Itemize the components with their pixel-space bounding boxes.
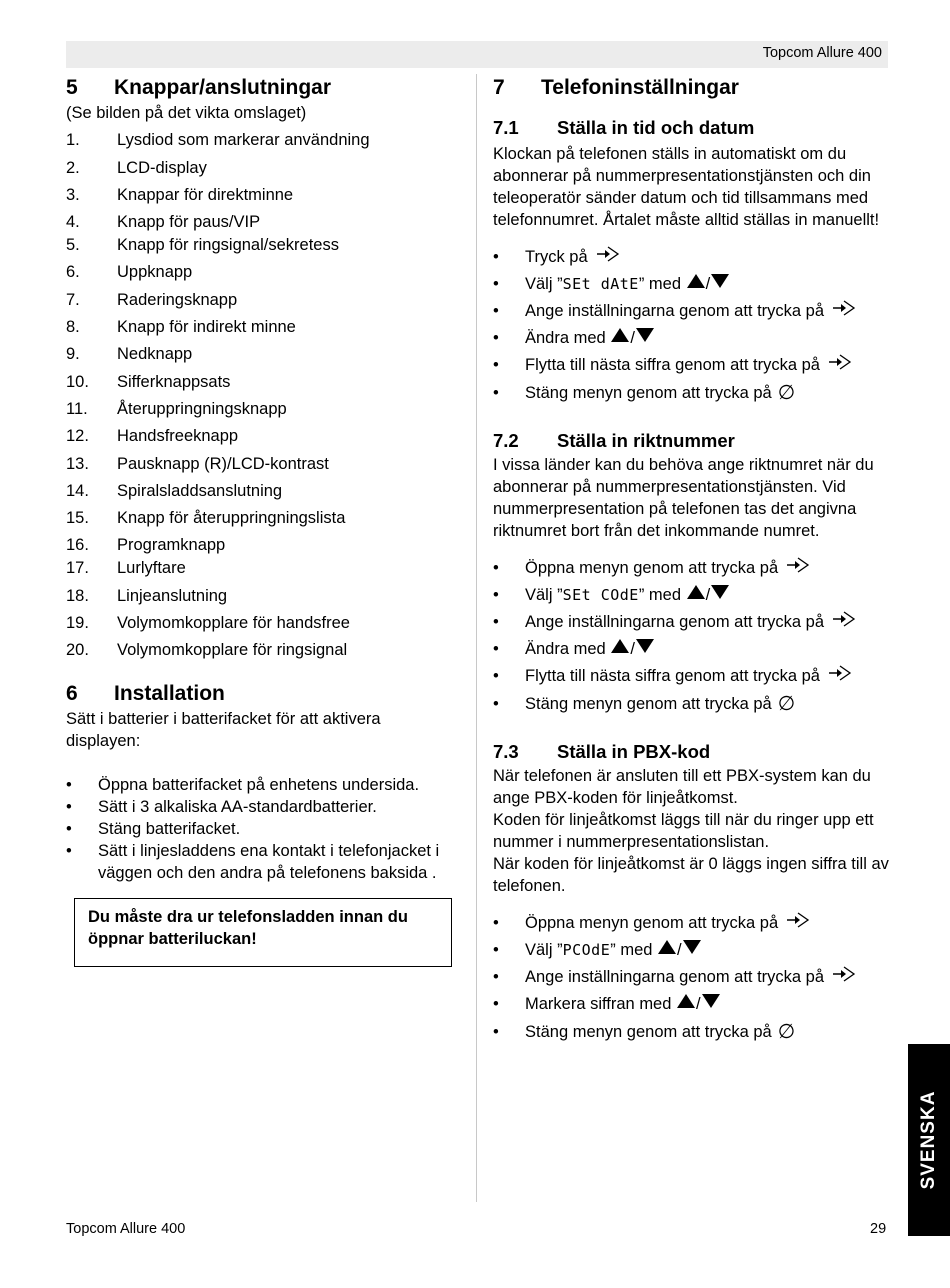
item-number: 7. (66, 290, 80, 309)
ok-arrow-icon (786, 911, 810, 935)
item-label: LCD-display (117, 158, 207, 177)
list-item: • Stäng menyn genom att trycka på ∅ (493, 381, 796, 404)
up-triangle-icon (610, 327, 630, 349)
list-item (66, 420, 466, 447)
list-item (66, 233, 466, 256)
item-number: 4. (66, 213, 80, 232)
item-label: Lysdiod som markerar användning (117, 131, 370, 150)
section-7-3-body-1: När telefonen är ansluten till ett PBX-system kan du ange PBX-koden för linjeåtkomst. (493, 767, 871, 808)
ok-arrow-icon (786, 556, 810, 580)
item-number: 18. (66, 586, 89, 605)
ok-arrow-icon (828, 664, 852, 688)
section-6-intro: Sätt i batterier i batterifacket för att aktivera displayen: (66, 710, 381, 751)
list-item (66, 579, 466, 606)
section-5-heading: 5 Knappar/anslutningar (66, 76, 332, 99)
item-number: 6. (66, 263, 80, 282)
section-7-2-body: I vissa länder kan du behöva ange riktnumret när du abonnerar på nummerpresentationstjänsten. Vid nummerpresentation på telefonen tas det angivna riktnumret bort från det inkommande numret. (493, 456, 874, 541)
list-item (66, 447, 466, 474)
footer-product: Topcom Allure 400 (66, 1221, 186, 1237)
list-item (66, 151, 466, 178)
item-label: Programknapp (117, 536, 226, 555)
list-item (66, 607, 466, 634)
list-item: • Ändra med / (493, 325, 893, 352)
list-item (66, 256, 466, 283)
install-step-text: Stäng batterifacket. (98, 820, 241, 839)
header-product: Topcom Allure 400 (762, 45, 882, 61)
cancel-icon: ∅ (777, 381, 796, 404)
list-item (66, 124, 466, 151)
item-number: 1. (66, 131, 80, 150)
list-item (66, 365, 466, 392)
cancel-icon: ∅ (777, 1020, 796, 1043)
down-triangle-icon (710, 584, 730, 606)
item-number: 14. (66, 481, 89, 500)
list-item: • Öppna menyn genom att trycka på (493, 554, 893, 581)
language-tab: SVENSKA (908, 1044, 950, 1236)
list-item (66, 634, 466, 661)
ok-arrow-icon (828, 353, 852, 377)
ok-arrow-icon (832, 299, 856, 323)
list-item (66, 179, 466, 206)
ok-arrow-icon (832, 610, 856, 634)
page-header (66, 41, 888, 68)
ok-arrow-icon (832, 965, 856, 989)
item-number: 11. (66, 399, 88, 418)
item-number: 5. (66, 236, 80, 255)
down-triangle-icon (635, 327, 655, 349)
list-item: • Ange inställningarna genom att trycka på (493, 609, 893, 636)
item-label: Knapp för återuppringningslista (117, 509, 346, 528)
item-label: Knapp för paus/VIP (117, 213, 261, 232)
down-triangle-icon (682, 939, 702, 961)
item-label: Knapp för indirekt minne (117, 318, 296, 337)
down-triangle-icon (701, 993, 721, 1015)
install-step-text: Sätt i linjesladdens ena kontakt i telefonjacket i väggen och den andra på telefonens baksida . (98, 842, 440, 883)
up-triangle-icon (676, 993, 696, 1015)
item-label: Återuppringningsknapp (117, 399, 287, 418)
item-label: Uppknapp (117, 263, 193, 282)
item-number: 8. (66, 318, 80, 337)
item-number: 12. (66, 427, 89, 446)
list-item: • Välj ” SEt COdE ” med / (493, 581, 893, 608)
item-number: 20. (66, 641, 89, 660)
lcd-code: PCOdE (562, 941, 611, 960)
list-item: • Tryck på (493, 243, 893, 270)
list-item: • Ange inställningarna genom att trycka på (493, 964, 893, 991)
item-label: Handsfreeknapp (117, 427, 239, 446)
lcd-code: SEt dAtE (562, 274, 639, 293)
item-label: Knapp för ringsignal/sekretess (117, 236, 339, 255)
list-item (66, 283, 466, 310)
section-5-subtitle: (Se bilden på det vikta omslaget) (66, 104, 307, 122)
list-item: • Flytta till nästa siffra genom att trycka på (493, 663, 893, 690)
list-item: • Välj ” PCOdE ” med / (493, 936, 893, 963)
list-item (66, 502, 466, 529)
item-number: 10. (66, 372, 89, 391)
up-triangle-icon (686, 584, 706, 606)
cancel-icon: ∅ (777, 692, 796, 715)
item-number: 13. (66, 454, 89, 473)
warning-box: Du måste dra ur telefonsladden innan du öppnar batteriluckan! (74, 898, 452, 967)
list-item: • Ändra med / (493, 636, 893, 663)
up-triangle-icon (657, 939, 677, 961)
section-7-heading: 7 Telefoninställningar (493, 76, 739, 99)
item-label: Nedknapp (117, 345, 193, 364)
item-label: Linjeanslutning (117, 586, 228, 605)
item-label: Pausknapp (R)/LCD-kontrast (117, 454, 329, 473)
list-item (66, 556, 466, 579)
column-divider (476, 74, 477, 1202)
install-step-text: Öppna batterifacket på enhetens undersida. (98, 776, 420, 795)
up-triangle-icon (610, 638, 630, 660)
item-label: Lurlyftare (117, 559, 186, 578)
section-7-2-steps (493, 554, 893, 717)
ok-arrow-icon (596, 245, 620, 269)
item-label: Volymomkopplare för handsfree (117, 614, 350, 633)
item-number: 16. (66, 536, 89, 555)
item-number: 15. (66, 509, 89, 528)
list-item: • Stäng menyn genom att trycka på ∅ (493, 692, 796, 715)
list-item: • Välj ” SEt dAtE ” med / (493, 270, 893, 297)
parts-list (66, 124, 466, 661)
list-item: • Öppna menyn genom att trycka på (493, 909, 893, 936)
section-7-1-heading: 7.1 Ställa in tid och datum (493, 117, 755, 138)
item-label: Spiralsladdsanslutning (117, 481, 283, 500)
section-7-3-heading: 7.3 Ställa in PBX-kod (493, 741, 711, 763)
item-number: 17. (66, 559, 89, 578)
item-number: 19. (66, 614, 89, 633)
list-item (66, 206, 466, 233)
down-triangle-icon (710, 273, 730, 295)
list-item: • Stäng batterifacket. (66, 820, 241, 839)
item-number: 2. (66, 158, 80, 177)
up-triangle-icon (686, 273, 706, 295)
list-item: • Ange inställningarna genom att trycka på (493, 297, 893, 324)
list-item: • Sätt i linjesladdens ena kontakt i telefonjacket i väggen och den andra på telefonens baksida . (66, 840, 461, 884)
section-7-3-body-2: Koden för linjeåtkomst läggs till när du ringer upp ett nummer i nummerpresentationslistan. (493, 811, 874, 852)
list-item: • Flytta till nästa siffra genom att trycka på (493, 352, 893, 379)
list-item (66, 338, 466, 365)
item-number: 9. (66, 345, 80, 364)
down-triangle-icon (635, 638, 655, 660)
list-item (66, 529, 466, 556)
page-number: 29 (870, 1221, 887, 1237)
left-column (66, 74, 466, 967)
list-item (66, 311, 466, 338)
section-7-3-steps (493, 909, 893, 1045)
section-7-3-body-3: När koden för linjeåtkomst är 0 läggs ingen siffra till av telefonen. (493, 855, 889, 896)
lcd-code: SEt COdE (562, 585, 639, 604)
list-item (66, 475, 466, 502)
list-item (66, 393, 466, 420)
section-7-1-body: Klockan på telefonen ställs in automatiskt om du abonnerar på nummerpresentationstjänsten och din teleoperatör sänder datum och tid tillsammans med telefonnumret. Årtalet måste alltid ställas in manuellt! (493, 145, 880, 229)
section-6-heading: 6 Installation (66, 682, 225, 706)
item-label: Volymomkopplare för ringsignal (117, 641, 348, 660)
install-step-text: Sätt i 3 alkaliska AA-standardbatterier. (98, 798, 377, 817)
list-item: • Stäng menyn genom att trycka på ∅ (493, 1020, 796, 1043)
item-label: Sifferknappsats (117, 372, 231, 391)
list-item: • Markera siffran med / (493, 991, 893, 1018)
right-column (493, 74, 893, 1045)
item-label: Knappar för direktminne (117, 185, 294, 204)
section-7-1-steps (493, 243, 893, 406)
item-number: 3. (66, 185, 80, 204)
list-item: • Sätt i 3 alkaliska AA-standardbatterier. (66, 798, 377, 817)
item-label: Raderingsknapp (117, 290, 238, 309)
section-7-2-heading: 7.2 Ställa in riktnummer (493, 430, 735, 452)
install-steps (66, 774, 461, 884)
list-item: • Öppna batterifacket på enhetens undersida. (66, 776, 420, 795)
